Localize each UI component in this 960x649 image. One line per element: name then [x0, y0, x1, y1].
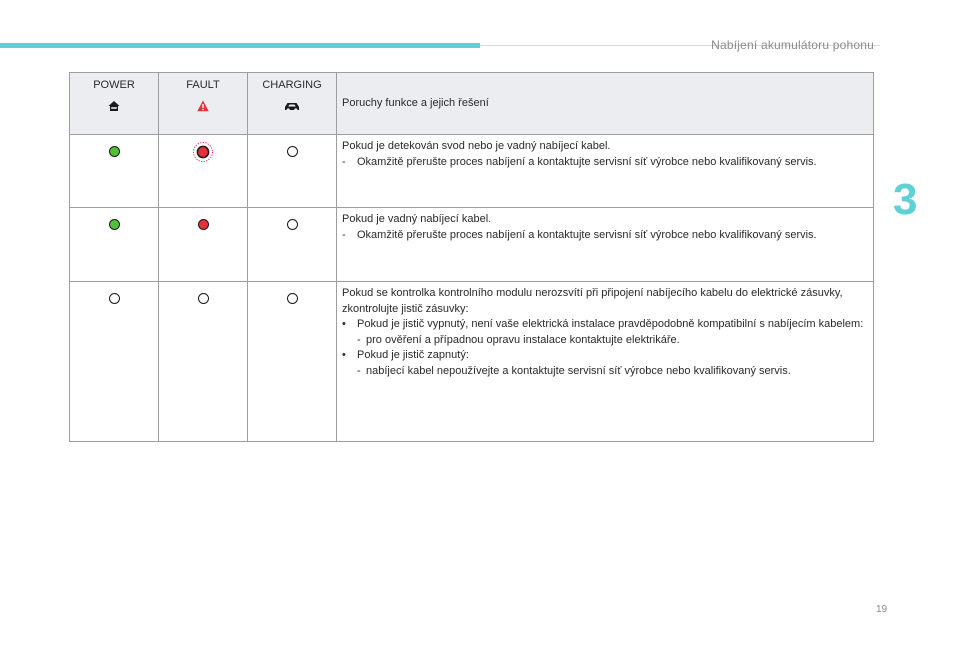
sub-item: - nabíjecí kabel nepoužívejte a kontaktujte servisní síť výrobce nebo kvalifikovaný servis.	[342, 364, 867, 380]
charging-led-off	[287, 146, 298, 157]
table-row	[70, 208, 874, 282]
fault-led-cell	[159, 282, 248, 442]
power-led-cell	[70, 208, 159, 282]
charging-led-cell	[248, 135, 337, 208]
fault-led-off	[198, 293, 209, 304]
column-charging	[248, 73, 337, 135]
intro-text: Pokud se kontrolka kontrolního modulu nerozsvítí při připojení nabíjecího kabelu do elektrické zásuvky, zkontrolujte jistič zásuvky:	[342, 287, 843, 315]
column-charging-label: CHARGING	[262, 79, 322, 91]
condition-text: Pokud je vadný nabíjecí kabel.	[342, 213, 492, 225]
sub-item-text: nabíjecí kabel nepoužívejte a kontaktujte servisní síť výrobce nebo kvalifikovaný servis.	[366, 364, 791, 377]
page-number: 19	[876, 604, 888, 615]
description-cell	[337, 282, 874, 442]
charging-led-cell	[248, 208, 337, 282]
action-item: - Okamžitě přerušte proces nabíjení a kontaktujte servisní síť výrobce nebo kvalifikovaný servis.	[342, 228, 867, 244]
sub-item-text: pro ověření a případnou opravu instalace kontaktujte elektrikáře.	[366, 333, 680, 346]
fault-table	[69, 72, 874, 442]
description-cell	[337, 135, 874, 208]
chapter-number: 3	[893, 175, 918, 224]
fault-led-red	[198, 219, 209, 230]
description-cell	[337, 208, 874, 282]
charging-led-cell	[248, 282, 337, 442]
bullet-item: • Pokud je jistič zapnutý:	[342, 348, 867, 364]
fault-led-cell	[159, 135, 248, 208]
condition-text: Pokud je detekován svod nebo je vadný nabíjecí kabel.	[342, 140, 611, 152]
section-title: Nabíjení akumulátoru pohonu	[711, 38, 874, 52]
bullet-text: Pokud je jistič zapnutý:	[357, 349, 469, 361]
power-led-cell	[70, 282, 159, 442]
action-item: - Okamžitě přerušte proces nabíjení a kontaktujte servisní síť výrobce nebo kvalifikovaný servis.	[342, 155, 867, 171]
column-power	[70, 73, 159, 135]
column-description: Poruchy funkce a jejich řešení	[337, 73, 874, 135]
table-row	[70, 282, 874, 442]
power-led-off	[109, 293, 120, 304]
table-row	[70, 135, 874, 208]
power-led-cell	[70, 135, 159, 208]
blinking-red-led-icon	[192, 141, 214, 163]
action-text: Okamžitě přerušte proces nabíjení a kontaktujte servisní síť výrobce nebo kvalifikovaný servis.	[357, 155, 817, 168]
bullet-text: Pokud je jistič vypnutý, není vaše elektrická instalace pravděpodobně kompatibilní s nabíjecím kabelem:	[357, 318, 864, 330]
warning-triangle-icon	[159, 100, 247, 116]
house-icon	[70, 100, 158, 116]
column-fault-label: FAULT	[186, 79, 220, 91]
bullet-item: • Pokud je jistič vypnutý, není vaše elektrická instalace pravděpodobně kompatibilní s nabíjecím kabelem:	[342, 317, 867, 333]
sub-item: - pro ověření a případnou opravu instalace kontaktujte elektrikáře.	[342, 333, 867, 349]
fault-led-blinking	[192, 135, 214, 169]
column-fault	[159, 73, 248, 135]
charging-led-off	[287, 293, 298, 304]
column-power-label: POWER	[93, 79, 135, 91]
table-header-row	[70, 73, 874, 135]
accent-bar	[0, 43, 480, 48]
action-text: Okamžitě přerušte proces nabíjení a kontaktujte servisní síť výrobce nebo kvalifikovaný servis.	[357, 228, 817, 241]
charging-led-off	[287, 219, 298, 230]
fault-led-cell	[159, 208, 248, 282]
power-led-green	[109, 146, 120, 157]
power-led-green	[109, 219, 120, 230]
car-icon	[248, 100, 336, 116]
